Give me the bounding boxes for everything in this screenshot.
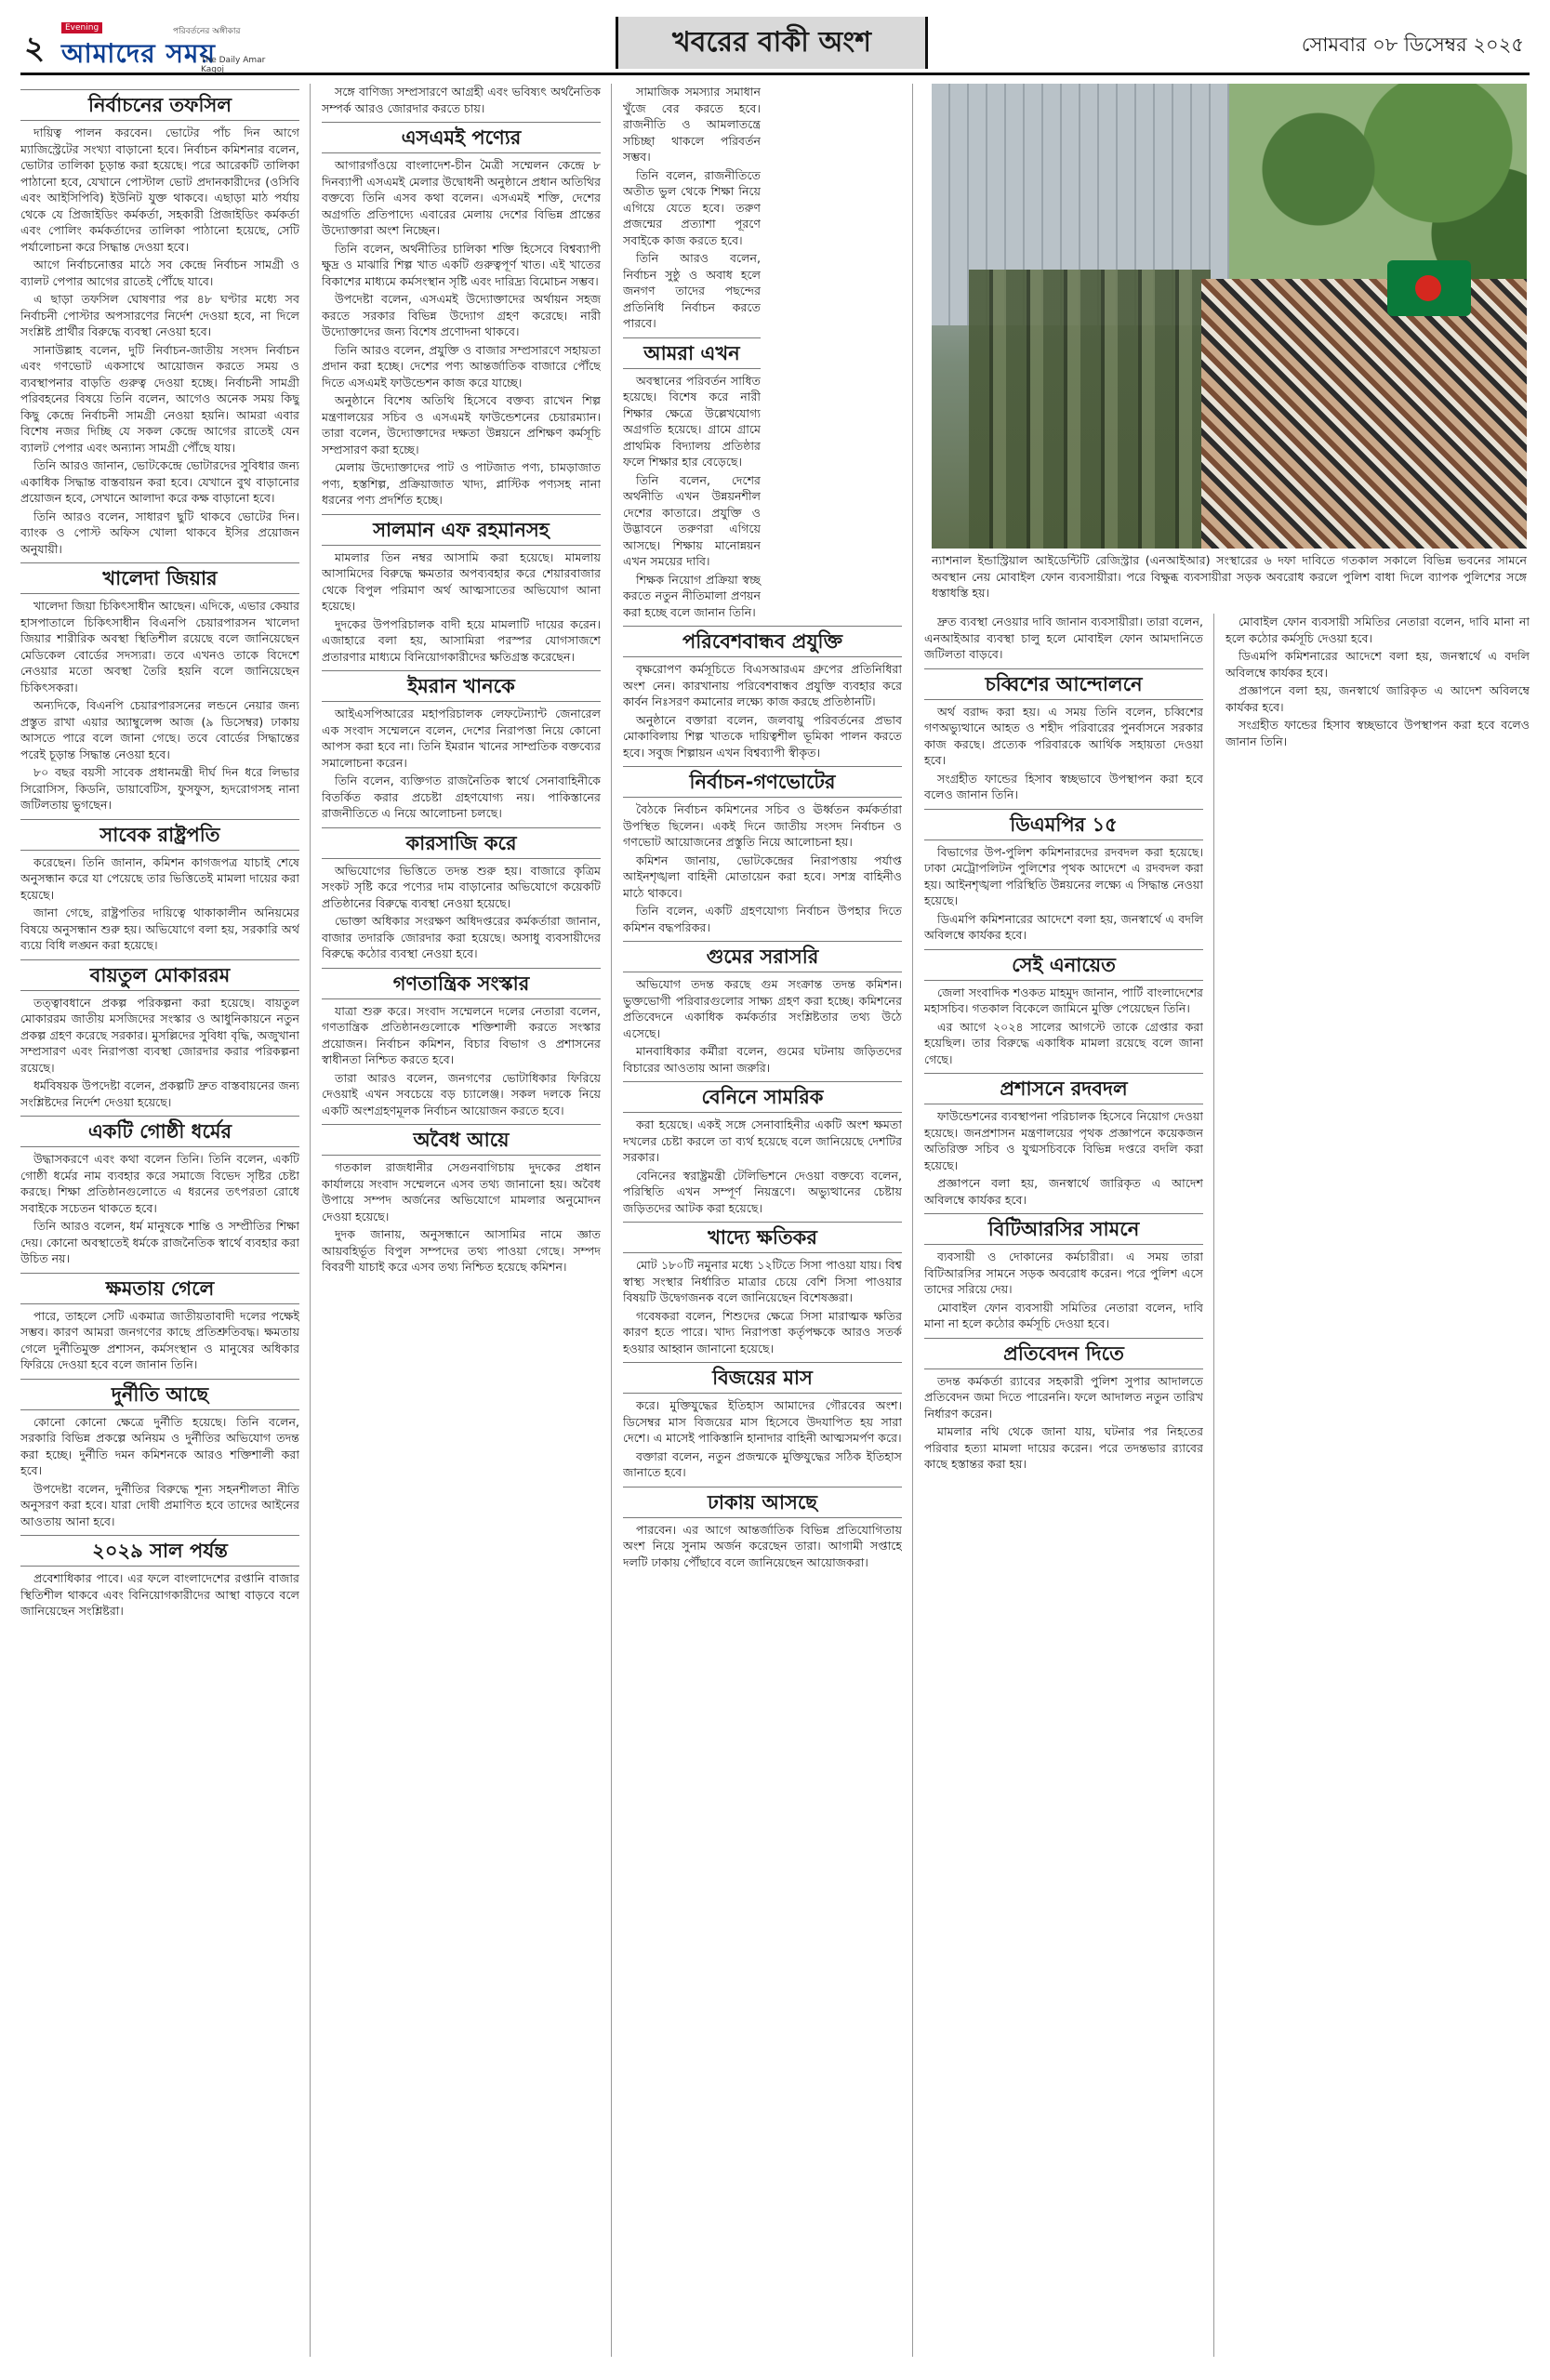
logo-text: আমাদের সময় [61,38,216,69]
headline-eco-technology: পরিবেশবান্ধব প্রযুক্তি [623,626,902,657]
article-text: তিনি আরও বলেন, প্রযুক্তি ও বাজার সম্প্রসারণে সহায়তা প্রদান করা হচ্ছে। দেশের পণ্য আন্তর্জাতিক বাজারে পৌঁছে দিতে এসএমই ফাউন্ডেশন কাজ করে যাচ্ছে। [322,342,601,390]
article-text: তিনি বলেন, রাজনীতিতে অতীত ভুল থেকে শিক্ষা নিয়ে এগিয়ে যেতে হবে। তরুণ প্রজন্মের প্রত্যাশা পূরণে সবাইকে কাজ করতে হবে। [623,167,761,247]
newspaper-logo [61,22,275,74]
column-3-narrow-mid [623,373,761,621]
article-text: দুদকের উপপরিচালক বাদী হয়ে মামলাটি দায়ের করেন। এজাহারে বলা হয়, আসামিরা পরস্পর যোগসাজশে প্রতারণার মাধ্যমে বিনিয়োগকারীদের ক্ষতিগ্রস্ত করেছেন। [322,616,601,664]
article-text: খালেদা জিয়া চিকিৎসাধীন আছেন। এদিকে, এভার কেয়ার হাসপাতালে চিকিৎসাধীন বিএনপি চেয়ারপারসন খালেদা জিয়ার শারীরিক অবস্থা স্থিতিশীল রয়েছে বলে জানিয়েছেন মেডিকেল বোর্ডের সদস্যরা। তবে এখনও তাকে বিদেশে নেওয়ার মতো অবস্থা তৈরি হয়নি বলে জানিয়েছেন চিকিৎসকরা। [20,599,299,694]
article-text: ব্যবসায়ী ও দোকানের কর্মচারীরা। এ সময় তারা বিটিআরসির সামনে সড়ক অবরোধ করেন। পরে পুলিশ এসে তাদের সরিয়ে দেয়। [924,1250,1203,1296]
article-text: বক্তারা বলেন, নতুন প্রজন্মকে মুক্তিযুদ্ধের সঠিক ইতিহাস জানাতে হবে। [623,1448,902,1479]
column-1 [20,84,299,2357]
article-text: ৮০ বছর বয়সী সাবেক প্রধানমন্ত্রী দীর্ঘ দিন ধরে লিভার সিরোসিস, কিডনি, ডায়াবেটিস, ফুসফুস, হৃদরোগসহ নানা জটিলতায় ভুগছেন। [20,765,299,812]
section-title: খবরের বাকী অংশ [616,17,928,69]
headline-manipulation: কারসাজি করে [322,827,601,859]
article-text: কোনো কোনো ক্ষেত্রে দুর্নীতি হয়েছে। তিনি বলেন, সরকারি বিভিন্ন প্রকল্পে অনিয়ম ও দুর্নীতির অভিযোগ তদন্ত করা হচ্ছে। দুর্নীতি দমন কমিশনকে আরও শক্তিশালী করা হবে। [20,1414,299,1477]
headline-btrc-front: বিটিআরসির সামনে [924,1213,1203,1245]
article-text: অনুষ্ঠানে বক্তারা বলেন, জলবায়ু পরিবর্তনের প্রভাব মোকাবিলায় শিল্প খাতকে দায়িত্বশীল ভূমিকা পালন করতে হবে। সবুজ শিল্পায়ন এখন বিশ্বব্যাপী স্বীকৃত। [623,712,902,760]
article-text: যাত্রা শুরু করে। সংবাদ সম্মেলনে দলের নেতারা বলেন, গণতান্ত্রিক প্রতিষ্ঠানগুলোকে শক্তিশালী করতে সংস্কার প্রয়োজন। নির্বাচন কমিশন, বিচার বিভাগ ও প্রশাসনের স্বাধীনতা নিশ্চিত করতে হবে। [322,1003,601,1066]
headline-religion-group: একটি গোষ্ঠী ধর্মের [20,1116,299,1147]
article-text: তিনি আরও বলেন, সাধারণ ছুটি থাকবে ভোটের দিন। ব্যাংক ও পোস্ট অফিস খোলা থাকবে ইসির প্রয়োজন অনুযায়ী। [20,509,299,556]
photo-trees [1229,84,1527,298]
headline-democratic-reform: গণতান্ত্রিক সংস্কার [322,968,601,999]
article-text: বৃক্ষরোপণ কর্মসূচিতে বিএসআরএম গ্রুপের প্রতিনিধিরা অংশ নেন। কারখানায় পরিবেশবান্ধব প্রযুক্তি ব্যবহার করে কার্বন নিঃসরণ কমানোর লক্ষ্যে কাজ করছে প্রতিষ্ঠানটি। [623,662,902,708]
article-text: অভিযোগের ভিত্তিতে তদন্ত শুরু হয়। বাজারে কৃত্রিম সংকট সৃষ্টি করে পণ্যের দাম বাড়ানোর অভিযোগে কয়েকটি প্রতিষ্ঠানের বিরুদ্ধে ব্যবস্থা নেওয়া হয়েছে। [322,863,601,910]
column-divider [611,84,612,2357]
article-text: সামাজিক সমস্যার সমাধান খুঁজে বের করতে হবে। রাজনীতি ও আমলাতন্ত্রে সচিচ্ছা থাকলে পরিবর্তন সম্ভব। [623,85,761,164]
headline-corruption: দুর্নীতি আছে [20,1379,299,1410]
article-text: আগারগাঁওয়ে বাংলাদেশ-চীন মৈত্রী সম্মেলন কেন্দ্রে ৮ দিনব্যাপী এসএমই মেলার উদ্বোধনী অনুষ্ঠানে প্রধান অতিথির বক্তব্যে তিনি এসব কথা বলেন। এসএমই শক্তি, দেশের অগ্রগতি প্রতিপাদ্যে এবারের মেলায় দেশের বিভিন্ন প্রান্তের উদ্যোক্তারা অংশ নিচ্ছেন। [322,158,601,237]
headline-khaleda-zia: খালেদা জিয়ার [20,562,299,594]
article-text: এর আগে ২০২৪ সালের আগস্টে তাকে গ্রেপ্তার করা হয়েছিল। তার বিরুদ্ধে একাধিক মামলা রয়েছে বলে জানা গেছে। [924,1019,1203,1066]
article-text: মামলার নথি থেকে জানা যায়, ঘটনার পর নিহতের পরিবার হত্যা মামলা দায়ের করেন। পরে তদন্তভার র‌্যাবের কাছে হস্তান্তর করা হয়। [924,1424,1203,1471]
headline-election-referendum: নির্বাচন-গণভোটের [623,766,902,798]
article-text: সংগ্রহীত ফান্ডের হিসাব স্বচ্ছভাবে উপস্থাপন করা হবে বলেও জানান তিনি। [924,771,1203,801]
article-text: তিনি বলেন, একটি গ্রহণযোগ্য নির্বাচন উপহার দিতে কমিশন বদ্ধপরিকর। [623,904,902,934]
article-text: মোবাইল ফোন ব্যবসায়ী সমিতির নেতারা বলেন, দাবি মানা না হলে কঠোর কর্মসূচি দেওয়া হবে। [924,1300,1203,1330]
headline-victory-month: বিজয়ের মাস [623,1362,902,1394]
page-number: ২ [24,30,46,67]
news-photo [932,84,1527,549]
article-text: করা হয়েছে। একই সঙ্গে সেনাবাহিনীর একটি অংশ ক্ষমতা দখলের চেষ্টা করলে তা ব্যর্থ হয়েছে বলে জানিয়েছে দেশটির সরকার। [623,1117,902,1164]
article-text: করে। মুক্তিযুদ্ধের ইতিহাস আমাদের গৌরবের অংশ। ডিসেম্বর মাস বিজয়ের মাস হিসেবে উদযাপিত হয় সারা দেশে। এ মাসেই পাকিস্তানি হানাদার বাহিনী আত্মসমর্পণ করে। [623,1398,902,1445]
article-text: ভোক্তা অধিকার সংরক্ষণ অধিদপ্তরের কর্মকর্তারা জানান, বাজার তদারকি জোরদার করা হয়েছে। অসাধু ব্যবসায়ীদের বিরুদ্ধে কঠোর ব্যবস্থা নেওয়া হবে। [322,914,601,960]
article-text: বেনিনের স্বরাষ্ট্রমন্ত্রী টেলিভিশনে দেওয়া বক্তব্যে বলেন, পরিস্থিতি এখন সম্পূর্ণ নিয়ন্ত্রণে। অভ্যুত্থানের চেষ্টায় জড়িতদের আটক করা হয়েছে। [623,1168,902,1215]
headline-harmful-food: খাদ্যে ক্ষতিকর [623,1222,902,1253]
column-3-narrow-top [623,84,761,332]
article-text: অবস্থানের পরিবর্তন সাধিত হয়েছে। বিশেষ করে নারী শিক্ষার ক্ষেত্রে উল্লেখযোগ্য অগ্রগতি হয়েছে। গ্রামে গ্রামে প্রাথমিক বিদ্যালয় প্রতিষ্ঠার ফলে শিক্ষার হার বেড়েছে। [623,373,761,469]
article-text: অভিযোগ তদন্ত করছে গুম সংক্রান্ত তদন্ত কমিশন। ভুক্তভোগী পরিবারগুলোর সাক্ষ্য গ্রহণ করা হচ্ছে। কমিশনের প্রতিবেদনে একাধিক কর্মকর্তার সংশ্লিষ্টতার তথ্য উঠে এসেছে। [623,977,902,1040]
article-text: তারা আরও বলেন, জনগণের ভোটাধিকার ফিরিয়ে দেওয়াই এখন সবচেয়ে বড় চ্যালেঞ্জ। সকল দলকে নিয়ে একটি অংশগ্রহণমূলক নির্বাচন আয়োজন করতে হবে। [322,1070,601,1117]
article-text: অন্যদিকে, বিএনপি চেয়ারপারসনের লন্ডনে নেয়ার জন্য প্রস্তুত রাখা এয়ার অ্যাম্বুলেন্স আজ (৯ ডিসেম্বর) ঢাকায় আসতে পারে বলে জানা গেছে। তবে বোর্ডের সিদ্ধান্তের পরেই চূড়ান্ত সিদ্ধান্ত নেওয়া হবে। [20,698,299,761]
article-text: ধর্মবিষয়ক উপদেষ্টা বলেন, প্রকল্পটি দ্রুত বাস্তবায়নের জন্য সংশ্লিষ্টদের নির্দেশ দেওয়া হয়েছে। [20,1078,299,1109]
article-text: আইএসপিআরের মহাপরিচালক লেফটেন্যান্ট জেনারেল এক সংবাদ সম্মেলনে বলেন, দেশের নিরাপত্তা নিয়ে কোনো আপস করা হবে না। তিনি ইমরান খানের সাম্প্রতিক বক্তব্যের সমালোচনা করেন। [322,707,601,770]
article-text: গবেষকরা বলেন, শিশুদের ক্ষেত্রে সিসা মারাত্মক ক্ষতির কারণ হতে পারে। খাদ্য নিরাপত্তা কর্তৃপক্ষকে আরও সতর্ক হওয়ার আহ্বান জানানো হয়েছে। [623,1308,902,1355]
article-text: গতকাল রাজধানীর সেগুনবাগিচায় দুদকের প্রধান কার্যালয়ে সংবাদ সম্মেলনে এসব তথ্য জানানো হয়। অবৈধ উপায়ে সম্পদ অর্জনের অভিযোগে মামলার অনুমোদন দেওয়া হয়েছে। [322,1160,601,1223]
article-text: জানা গেছে, রাষ্ট্রপতির দায়িত্বে থাকাকালীন অনিয়মের বিষয়ে অনুসন্ধান শুরু হয়। অভিযোগে বলা হয়, সরকারি অর্থ ব্যয়ে বিধি লঙ্ঘন করা হয়েছে। [20,906,299,952]
headline-report-submission: প্রতিবেদন দিতে [924,1338,1203,1369]
headline-coming-to-dhaka: ঢাকায় আসছে [623,1487,902,1518]
headline-enayet: সেই এনায়েত [924,949,1203,981]
article-text: প্রবেশাধিকার পাবে। এর ফলে বাংলাদেশের রপ্তানি বাজার স্থিতিশীল থাকবে এবং বিনিয়োগকারীদের আস্থা বাড়বে বলে জানিয়েছেন সংশ্লিষ্টরা। [20,1571,299,1618]
masthead [20,17,1530,75]
article-text: তিনি বলেন, অর্থনীতির চালিকা শক্তি হিসেবে বিশ্বব্যাপী ক্ষুদ্র ও মাঝারি শিল্প খাত একটি গুরুত্বপূর্ণ খাত। এই খাতের বিকাশের মাধ্যমে কর্মসংস্থান সৃষ্টি এবং দারিদ্র্য বিমোচন সম্ভব। [322,241,601,288]
headline-enforced-disappearance: গুমের সরাসরি [623,941,902,972]
logo-slogan: পরিবর্তনের অঙ্গীকার [173,27,241,36]
article-text: তিনি আরও জানান, ভোটকেন্দ্রে ভোটারদের সুবিধার জন্য একাধিক সিদ্ধান্ত বাস্তবায়ন করা হবে। যেখানে বুথ বাড়ানোর প্রয়োজন হবে, সেখানে আলাদা করে কক্ষ বাড়ানো হবে। [20,458,299,505]
article-text: তত্ত্বাবধানে প্রকল্প পরিকল্পনা করা হয়েছে। বায়তুল মোকাররম জাতীয় মসজিদের সংস্কার ও আধুনিকায়নে নতুন প্রকল্প গ্রহণ করেছে সরকার। মুসল্লিদের সুবিধা বৃদ্ধি, অজুখানা সম্প্রসারণ এবং নিরাপত্তা ব্যবস্থা জোরদার করার পরিকল্পনা রয়েছে। [20,995,299,1075]
article-text: উপদেষ্টা বলেন, এসএমই উদ্যোক্তাদের অর্থায়ন সহজ করতে সরকার বিভিন্ন উদ্যোগ গ্রহণ করেছে। নারী উদ্যোক্তাদের জন্য বিশেষ প্রণোদনা থাকবে। [322,292,601,338]
article-text: মানবাধিকার কর্মীরা বলেন, গুমের ঘটনায় জড়িতদের বিচারের আওতায় আনা জরুরি। [623,1044,902,1075]
headline-benin-military: বেনিনে সামরিক [623,1081,902,1113]
article-text: মামলার তিন নম্বর আসামি করা হয়েছে। মামলায় আসামিদের বিরুদ্ধে ক্ষমতার অপব্যবহার করে শেয়ারবাজার থেকে বিপুল পরিমাণ অর্থ আত্মসাতের অভিযোগ আনা হয়েছে। [322,549,601,613]
column-divider [912,84,913,2357]
article-text: আগে নির্বাচনোত্তর মাঠে সব কেন্দ্রে নির্বাচন সামগ্রী ও ব্যালট পেপার আগের রাতেই পৌঁছে যাবে। [20,258,299,288]
article-text: ফাউন্ডেশনের ব্যবস্থাপনা পরিচালক হিসেবে নিয়োগ দেওয়া হয়েছে। জনপ্রশাসন মন্ত্রণালয়ের পৃথক প্রজ্ঞাপনে কয়েকজন অতিরিক্ত সচিব ও যুগ্মসচিবকে বিভিন্ন দপ্তরে বদলি করা হয়েছে। [924,1109,1203,1172]
article-text: সংগ্রহীত ফান্ডের হিসাব স্বচ্ছভাবে উপস্থাপন করা হবে বলেও জানান তিনি। [1225,718,1530,748]
headline-salman-rahman: সালমান এফ রহমানসহ [322,514,601,546]
headline-baitul-mukarram: বায়তুল মোকাররম [20,959,299,991]
article-text: তিনি বলেন, ব্যক্তিগত রাজনৈতিক স্বার্থে সেনাবাহিনীকে বিতর্কিত করার প্রচেষ্টা গ্রহণযোগ্য নয়। পাকিস্তানের রাজনীতিতে এ নিয়ে আলোচনা চলছে। [322,774,601,820]
photo-soldiers [969,270,1211,549]
column-2 [322,84,601,2357]
column-3 [623,84,902,2357]
column-divider [1213,614,1214,2357]
article-text: করেছেন। তিনি জানান, কমিশন কাগজপত্র যাচাই শেষে অনুসন্ধান করে যা পেয়েছে তার ভিত্তিতেই মামলা দায়ের করা হয়েছে। [20,854,299,902]
article-text: জেলা সংবাদিক শওকত মাহমুদ জানান, পার্টি বাংলাদেশের মহাসচিব। গতকাল বিকেলে জামিনে মুক্তি পেয়েছেন তিনি। [924,985,1203,1015]
headline-sme-products: এসএমই পণ্যের [322,122,601,153]
headline-we-now: আমরা এখন [623,337,761,369]
article-text: দ্রুত ব্যবস্থা নেওয়ার দাবি জানান ব্যবসায়ীরা। তারা বলেন, এনআইআর ব্যবস্থা চালু হলে মোবাইল ফোন আমদানিতে জটিলতা বাড়বে। [924,615,1203,661]
logo-english: The Daily Amar Kagoj [201,56,266,74]
article-text: উপদেষ্টা বলেন, দুর্নীতির বিরুদ্ধে শূন্য সহনশীলতা নীতি অনুসরণ করা হবে। যারা দোষী প্রমাণিত হবে তাদের আইনের আওতায় আনা হবে। [20,1481,299,1528]
article-text: দুদক জানায়, অনুসন্ধানে আসামির নামে জ্ঞাত আয়বহির্ভূত বিপুল সম্পদের তথ্য পাওয়া গেছে। সম্পদ বিবরণী যাচাই করে এসব তথ্য নিশ্চিত হয়েছে কমিশন। [322,1227,601,1274]
article-text: ডিএমপি কমিশনারের আদেশে বলা হয়, জনস্বার্থে এ বদলি অবিলম্বে কার্যকর হবে। [1225,649,1530,680]
logo-tag: Evening [61,22,102,33]
headline-election-schedule: নির্বাচনের তফসিল [20,89,299,121]
article-text: তিনি বলেন, দেশের অর্থনীতি এখন উন্নয়নশীল দেশের কাতারে। প্রযুক্তি ও উদ্ভাবনে তরুণরা এগিয়ে আসছে। শিক্ষায় মানোন্নয়ন এখন সময়ের দাবি। [623,472,761,568]
photo-caption: ন্যাশনাল ইন্ডাস্ট্রিয়াল আইডেন্টিটি রেজিস্ট্রার (এনআইআর) সংস্থারের ৬ দফা দাবিতে গতকাল সকালে বিভিন্ন ভবনের সামনে অবস্থান নেয় মোবাইল ফোন ব্যবসায়ীরা। পরে বিক্ষুব্ধ ব্যবসায়ীরা সড়ক অবরোধ করলে পুলিশ বাধা দিলে ব্যাপক পুলিশের সঙ্গে ধস্তাধস্তি হয়। [932,553,1527,600]
article-text: পারে, তাহলে সেটি একমাত্র জাতীয়তাবাদী দলের পক্ষেই সম্ভব। কারণ আমরা জনগণের কাছে প্রতিশ্রুতিবদ্ধ। ক্ষমতায় গেলে দুর্নীতিমুক্ত প্রশাসন, কর্মসংস্থান ও মানুষের অধিকার ফিরিয়ে দেওয়া হবে বলে জানান তিনি। [20,1308,299,1371]
headline-july-movement: চব্বিশের আন্দোলনে [924,668,1203,700]
column-divider [310,84,311,2357]
article-text: তিনি আরও বলেন, ধর্ম মানুষকে শান্তি ও সম্প্রীতির শিক্ষা দেয়। কোনো অবস্থাতেই ধর্মকে রাজনৈতিক স্বার্থে ব্যবহার করা উচিত নয়। [20,1219,299,1265]
article-text: শিক্ষক নিয়োগ প্রক্রিয়া স্বচ্ছ করতে নতুন নীতিমালা প্রণয়ন করা হচ্ছে বলে জানান তিনি। [623,572,761,619]
article-text: উদ্ধাসকরণে এবং কথা বলেন তিনি। তিনি বলেন, একটি গোষ্ঠী ধর্মের নাম ব্যবহার করে সমাজে বিভেদ সৃষ্টির চেষ্টা করছে। শিক্ষা প্রতিষ্ঠানগুলোতে এ ধরনের তৎপরতা রোধে সবাইকে সচেতন থাকতে হবে। [20,1152,299,1215]
article-text: এ ছাড়া তফসিল ঘোষণার পর ৪৮ ঘণ্টার মধ্যে সব নির্বাচনী পোস্টার অপসারণের নির্দেশ দেওয়া হবে, না দিলে সংশ্লিষ্ট প্রার্থীর বিরুদ্ধে ব্যবস্থা নেওয়া হবে। [20,292,299,338]
headline-admin-reshuffle: প্রশাসনে রদবদল [924,1073,1203,1104]
article-text: তিনি আরও বলেন, নির্বাচন সুষ্ঠু ও অবাধ হলে জনগণ তাদের পছন্দের প্রতিনিধি নির্বাচন করতে পারবে। [623,251,761,330]
article-text: সঙ্গে বাণিজ্য সম্প্রসারণে আগ্রহী এবং ভবিষ্যৎ অর্থনৈতিক সম্পর্ক আরও জোরদার করতে চায়। [322,85,601,115]
column-5 [1225,614,1530,2357]
article-text: কমিশন জানায়, ভোটকেন্দ্রের নিরাপত্তায় পর্যাপ্ত আইনশৃঙ্খলা বাহিনী মোতায়েন করা হবে। সশস্ত্র বাহিনীও মাঠে থাকবে। [623,853,902,900]
headline-until-2029: ২০২৯ সাল পর্যন্ত [20,1535,299,1567]
article-text: পারবেন। এর আগে আন্তর্জাতিক বিভিন্ন প্রতিযোগিতায় অংশ নিয়ে সুনাম অর্জন করেছেন তারা। আগামী সপ্তাহে দলটি ঢাকায় পৌঁছাবে বলে জানিয়েছেন আয়োজকরা। [623,1522,902,1569]
article-text: মোবাইল ফোন ব্যবসায়ী সমিতির নেতারা বলেন, দাবি মানা না হলে কঠোর কর্মসূচি দেওয়া হবে। [1225,615,1530,645]
article-text: অনুষ্ঠানে বিশেষ অতিথি হিসেবে বক্তব্য রাখেন শিল্প মন্ত্রণালয়ের সচিব ও এসএমই ফাউন্ডেশনের চেয়ারম্যান। তারা বলেন, উদ্যোক্তাদের দক্ষতা উন্নয়নে প্রশিক্ষণ কর্মসূচি সম্প্রসারণ করা হচ্ছে। [322,393,601,456]
headline-former-president: সাবেক রাষ্ট্রপতি [20,819,299,851]
article-text: ডিএমপি কমিশনারের আদেশে বলা হয়, জনস্বার্থে এ বদলি অবিলম্বে কার্যকর হবে। [924,911,1203,942]
issue-date: সোমবার ০৮ ডিসেম্বর ২০২৫ [1301,33,1524,56]
headline-imran-khan: ইমরান খানকে [322,670,601,702]
article-text: তদন্ত কর্মকর্তা র‌্যাবের সহকারী পুলিশ সুপার আদালতে প্রতিবেদন জমা দিতে পারেননি। ফলে আদালত নতুন তারিখ নির্ধারণ করেন। [924,1373,1203,1421]
article-text: প্রজ্ঞাপনে বলা হয়, জনস্বার্থে জারিকৃত এ আদেশ অবিলম্বে কার্যকর হবে। [1225,683,1530,714]
photo-crowd [1201,279,1527,549]
news-photo-block [932,84,1527,600]
headline-if-in-power: ক্ষমতায় গেলে [20,1273,299,1304]
column-4 [924,614,1203,2357]
article-text: দায়িত্ব পালন করবেন। ভোটের পাঁচ দিন আগে ম্যাজিস্ট্রেটের সংখ্যা বাড়ানো হবে। নির্বাচন কমিশনার বলেন, ভোটার তালিকা চূড়ান্ত করা হয়েছে। পরে আরেকটি তালিকা পাঠানো হবে, যেখানে পোস্টাল ভোট প্রদানকারীদের (ওসিবি এবং আইসিপিবি) ইউনিট যুক্ত থাকবে। এছাড়া মাঠ পর্যায় থেকে যে প্রিজাইডিং কর্মকর্তা, সহকারী প্রিজাইডিং কর্মকর্তা এবং পোলিং কর্মকর্তাদের তালিকা পাঠানো হয়েছে, সেটি পর্যালোচনা করে সিদ্ধান্ত দেওয়া হবে। [20,126,299,254]
article-text: অর্থ বরাদ্দ করা হয়। এ সময় তিনি বলেন, চব্বিশের গণঅভ্যুত্থানে আহত ও শহীদ পরিবারের পুনর্বাসনে সরকার কাজ করছে। প্রত্যেক পরিবারকে আর্থিক সহায়তা দেওয়া হবে। [924,704,1203,767]
article-text: মেলায় উদ্যোক্তাদের পাট ও পাটজাত পণ্য, চামড়াজাত পণ্য, হস্তশিল্প, প্রক্রিয়াজাত খাদ্য, প্লাস্টিক পণ্যসহ নানা ধরনের পণ্য প্রদর্শিত হচ্ছে। [322,460,601,507]
headline-illegal-income: অবৈধ আয়ে [322,1124,601,1156]
headline-dmp-15: ডিএমপির ১৫ [924,809,1203,840]
article-text: মোট ১৮০টি নমুনার মধ্যে ১২টিতে সিসা পাওয়া যায়। বিশ্ব স্বাস্থ্য সংস্থার নির্ধারিত মাত্রার চেয়ে বেশি সিসা পাওয়ার বিষয়টি উদ্বেগজনক বলে জানিয়েছেন বিশেষজ্ঞরা। [623,1258,902,1304]
article-text: বৈঠকে নির্বাচন কমিশনের সচিব ও ঊর্ধ্বতন কর্মকর্তারা উপস্থিত ছিলেন। একই দিনে জাতীয় সংসদ নির্বাচন ও গণভোট আয়োজনের প্রস্তুতি নিয়ে আলোচনা হয়। [623,802,902,849]
photo-flag [1387,260,1471,316]
article-text: বিভাগের উপ-পুলিশ কমিশনারদের রদবদল করা হয়েছে। ঢাকা মেট্রোপলিটন পুলিশের পৃথক আদেশে এ রদবদল করা হয়। আইনশৃঙ্খলা পরিস্থিতি উন্নয়নের লক্ষ্যে এ সিদ্ধান্ত নেওয়া হয়েছে। [924,844,1203,907]
article-text: সানাউল্লাহ বলেন, দুটি নির্বাচন-জাতীয় সংসদ নির্বাচন এবং গণভোট একসাথে আয়োজন করতে সময় ও ব্যবস্থাপনার বাড়তি গুরুত্ব দেওয়া হচ্ছে। নির্বাচনী সামগ্রী পরিবহনের বিষয়ে তিনি বলেন, আগেও অনেক সময় কিছু কিছু কেন্দ্রে নির্বাচনী সামগ্রী নেওয়া হয়নি। আমরা এবার বিশেষ নজর দিচ্ছি যে সকল কেন্দ্রে আগের রাতেই যেন ব্যালট পেপার এবং অন্যান্য সামগ্রী পৌঁছে যায়। [20,342,299,455]
article-text: প্রজ্ঞাপনে বলা হয়, জনস্বার্থে জারিকৃত এ আদেশ অবিলম্বে কার্যকর হবে। [924,1176,1203,1207]
